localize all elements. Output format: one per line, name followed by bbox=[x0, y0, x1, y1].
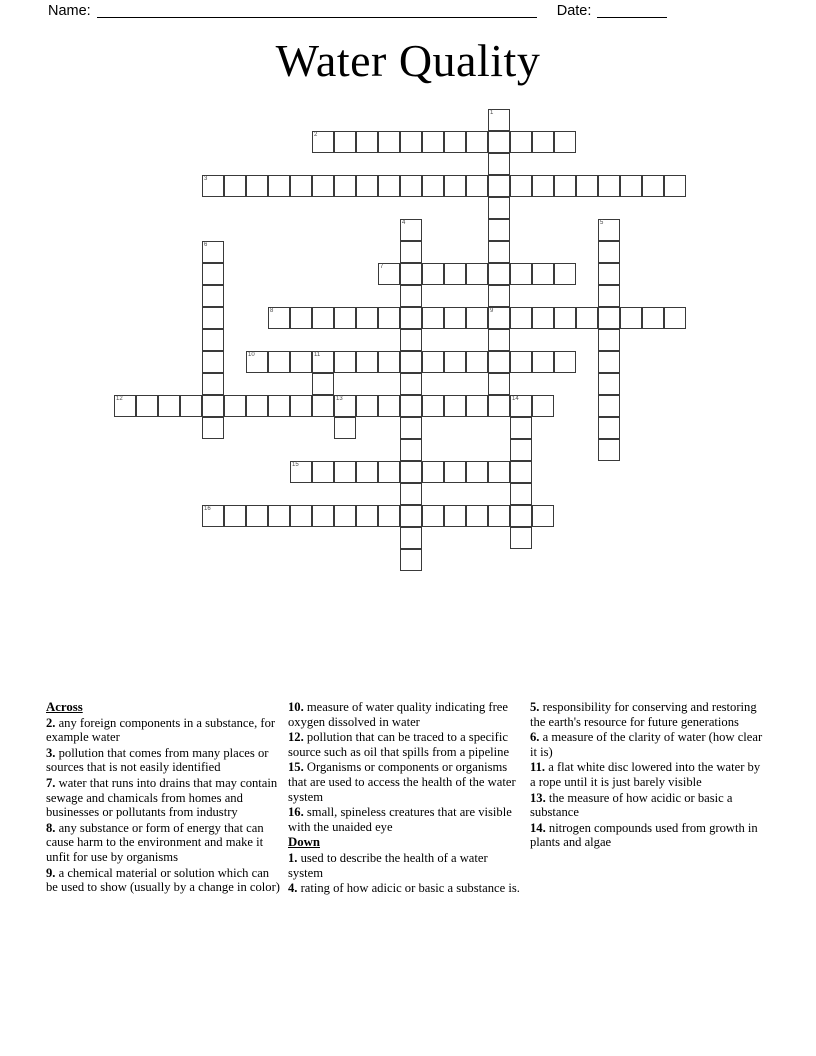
clue-item bbox=[46, 776, 282, 820]
clue-item bbox=[530, 760, 768, 789]
grid-cell[interactable] bbox=[180, 395, 202, 417]
grid-cell-number: 4 bbox=[402, 220, 406, 226]
grid-cell[interactable] bbox=[334, 175, 356, 197]
clue-number: 4. bbox=[288, 881, 301, 896]
grid-cell[interactable] bbox=[422, 505, 444, 527]
grid-cell[interactable] bbox=[224, 395, 246, 417]
clue-text: Organisms or components or organisms that are used to access the health of the water system bbox=[288, 760, 516, 804]
grid-cell[interactable] bbox=[202, 505, 224, 527]
clue-item bbox=[288, 700, 520, 729]
grid-cell[interactable] bbox=[422, 263, 444, 285]
clue-item bbox=[288, 760, 520, 804]
grid-cell-number: 8 bbox=[270, 308, 274, 314]
grid-cell[interactable] bbox=[466, 505, 488, 527]
grid-cell[interactable] bbox=[246, 351, 268, 373]
name-label: Name: bbox=[48, 3, 91, 19]
clue-text: the measure of how acidic or basic a substance bbox=[530, 790, 733, 820]
clue-number: 8. bbox=[46, 820, 59, 835]
grid-cell[interactable] bbox=[466, 131, 488, 153]
grid-cell[interactable] bbox=[356, 505, 378, 527]
grid-cell[interactable] bbox=[510, 461, 532, 483]
grid-cell[interactable] bbox=[598, 439, 620, 461]
grid-cell-number: 13 bbox=[336, 396, 343, 402]
grid-cell[interactable] bbox=[114, 395, 136, 417]
grid-cell[interactable] bbox=[598, 395, 620, 417]
grid-cell[interactable] bbox=[312, 395, 334, 417]
grid-cell[interactable] bbox=[532, 351, 554, 373]
grid-cell-number: 15 bbox=[292, 462, 299, 468]
clue-text: responsibility for conserving and restoring the earth's resource for future generations bbox=[530, 700, 757, 729]
clue-text: a measure of the clarity of water (how clear it is) bbox=[530, 730, 763, 759]
grid-cell[interactable] bbox=[444, 395, 466, 417]
grid-cell[interactable] bbox=[246, 395, 268, 417]
clue-text: pollution that comes from many places or sources that is not easily identified bbox=[46, 745, 269, 775]
grid-cell[interactable] bbox=[488, 109, 510, 131]
clue-text: a chemical material or solution which can be used to show (usually by a change in color) bbox=[46, 865, 280, 895]
grid-cell[interactable] bbox=[620, 307, 642, 329]
grid-cell[interactable] bbox=[510, 307, 532, 329]
grid-cell[interactable] bbox=[202, 241, 224, 263]
grid-cell[interactable] bbox=[510, 351, 532, 373]
grid-cell[interactable] bbox=[400, 461, 422, 483]
clue-text: rating of how adicic or basic a substance is. bbox=[300, 881, 520, 896]
clue-item bbox=[288, 851, 520, 880]
grid-cell[interactable] bbox=[400, 351, 422, 373]
grid-cell[interactable] bbox=[334, 505, 356, 527]
across-clue-list-part1 bbox=[46, 716, 282, 895]
grid-cell-number: 1 bbox=[490, 110, 494, 116]
grid-cell[interactable] bbox=[576, 175, 598, 197]
grid-cell[interactable] bbox=[378, 131, 400, 153]
grid-cell[interactable] bbox=[268, 307, 290, 329]
grid-cell-number: 2 bbox=[314, 132, 318, 138]
grid-cell[interactable] bbox=[356, 461, 378, 483]
grid-cell[interactable] bbox=[422, 307, 444, 329]
grid-cell[interactable] bbox=[510, 175, 532, 197]
grid-cell[interactable] bbox=[488, 461, 510, 483]
grid-cell[interactable] bbox=[356, 307, 378, 329]
grid-cell[interactable] bbox=[268, 175, 290, 197]
grid-cell[interactable] bbox=[488, 373, 510, 395]
clue-number: 1. bbox=[288, 850, 301, 865]
grid-cell[interactable] bbox=[290, 351, 312, 373]
grid-cell[interactable] bbox=[378, 263, 400, 285]
clue-item bbox=[288, 730, 520, 759]
clues-column-left bbox=[46, 700, 282, 896]
grid-cell[interactable] bbox=[312, 175, 334, 197]
clue-item bbox=[530, 730, 768, 759]
grid-cell[interactable] bbox=[488, 175, 510, 197]
grid-cell[interactable] bbox=[202, 351, 224, 373]
grid-cell[interactable] bbox=[532, 505, 554, 527]
grid-cell[interactable] bbox=[356, 395, 378, 417]
grid-cell[interactable] bbox=[202, 263, 224, 285]
grid-cell[interactable] bbox=[356, 351, 378, 373]
clue-number: 9. bbox=[46, 865, 59, 880]
across-clue-list-part2 bbox=[288, 700, 520, 834]
grid-cell[interactable] bbox=[598, 307, 620, 329]
grid-cell[interactable] bbox=[400, 505, 422, 527]
grid-cell[interactable] bbox=[400, 417, 422, 439]
clue-text: water that runs into drains that may contain sewage and chamicals from homes and businesses or pollutants from industry bbox=[46, 775, 278, 820]
clue-item bbox=[46, 716, 282, 745]
grid-cell[interactable] bbox=[378, 175, 400, 197]
grid-cell[interactable] bbox=[400, 439, 422, 461]
clue-number: 14. bbox=[530, 820, 549, 835]
grid-cell-number: 10 bbox=[248, 352, 255, 358]
grid-cell[interactable] bbox=[400, 373, 422, 395]
grid-cell[interactable] bbox=[290, 175, 312, 197]
grid-cell[interactable] bbox=[642, 175, 664, 197]
grid-cell[interactable] bbox=[444, 263, 466, 285]
clue-text: used to describe the health of a water system bbox=[288, 850, 488, 880]
grid-cell[interactable] bbox=[378, 461, 400, 483]
clue-number: 3. bbox=[46, 745, 59, 760]
grid-cell[interactable] bbox=[356, 131, 378, 153]
grid-cell[interactable] bbox=[334, 417, 356, 439]
grid-cell[interactable] bbox=[268, 351, 290, 373]
grid-cell[interactable] bbox=[224, 505, 246, 527]
grid-cell[interactable] bbox=[334, 131, 356, 153]
grid-cell[interactable] bbox=[268, 395, 290, 417]
grid-cell[interactable] bbox=[510, 395, 532, 417]
grid-cell[interactable] bbox=[400, 329, 422, 351]
clue-item bbox=[288, 805, 520, 834]
clue-number: 16. bbox=[288, 805, 307, 820]
grid-cell[interactable] bbox=[400, 527, 422, 549]
grid-cell[interactable] bbox=[532, 307, 554, 329]
grid-cell[interactable] bbox=[466, 461, 488, 483]
grid-cell[interactable] bbox=[466, 351, 488, 373]
grid-cell[interactable] bbox=[378, 351, 400, 373]
grid-cell[interactable] bbox=[136, 395, 158, 417]
clue-number: 15. bbox=[288, 760, 307, 775]
grid-cell[interactable] bbox=[312, 131, 334, 153]
grid-cell[interactable] bbox=[444, 175, 466, 197]
clue-item bbox=[530, 700, 768, 729]
grid-cell[interactable] bbox=[598, 351, 620, 373]
grid-cell[interactable] bbox=[664, 175, 686, 197]
clue-text: nitrogen compounds used from growth in plants and algae bbox=[530, 820, 758, 850]
grid-cell-number: 9 bbox=[490, 308, 494, 314]
clue-number: 11. bbox=[530, 760, 549, 775]
grid-cell[interactable] bbox=[158, 395, 180, 417]
grid-cell[interactable] bbox=[466, 395, 488, 417]
grid-cell-number: 5 bbox=[600, 220, 604, 226]
grid-cell[interactable] bbox=[510, 131, 532, 153]
grid-cell[interactable] bbox=[598, 219, 620, 241]
grid-cell[interactable] bbox=[620, 175, 642, 197]
clue-item bbox=[530, 821, 768, 850]
grid-cell[interactable] bbox=[334, 395, 356, 417]
grid-cell-number: 11 bbox=[314, 352, 321, 358]
grid-cell[interactable] bbox=[378, 505, 400, 527]
across-heading: Across bbox=[46, 700, 83, 714]
grid-cell[interactable] bbox=[664, 307, 686, 329]
grid-cell-number: 14 bbox=[512, 396, 519, 402]
grid-cell[interactable] bbox=[488, 241, 510, 263]
grid-cell[interactable] bbox=[334, 307, 356, 329]
grid-cell[interactable] bbox=[224, 175, 246, 197]
grid-cell[interactable] bbox=[356, 175, 378, 197]
grid-cell[interactable] bbox=[444, 307, 466, 329]
grid-cell[interactable] bbox=[290, 307, 312, 329]
clue-number: 5. bbox=[530, 700, 543, 714]
clue-number: 10. bbox=[288, 700, 307, 714]
grid-cell[interactable] bbox=[202, 373, 224, 395]
grid-cell[interactable] bbox=[334, 351, 356, 373]
grid-cell[interactable] bbox=[598, 329, 620, 351]
grid-cell-number: 3 bbox=[204, 176, 208, 182]
grid-cell[interactable] bbox=[422, 461, 444, 483]
grid-cell[interactable] bbox=[466, 175, 488, 197]
grid-cell[interactable] bbox=[532, 395, 554, 417]
grid-cell[interactable] bbox=[488, 153, 510, 175]
grid-cell[interactable] bbox=[312, 373, 334, 395]
grid-cell[interactable] bbox=[312, 505, 334, 527]
grid-cell[interactable] bbox=[312, 461, 334, 483]
clue-text: any foreign components in a substance, for example water bbox=[46, 715, 276, 745]
grid-cell[interactable] bbox=[444, 505, 466, 527]
clue-item bbox=[46, 821, 282, 865]
grid-cell[interactable] bbox=[400, 263, 422, 285]
clue-number: 7. bbox=[46, 775, 59, 790]
grid-cell[interactable] bbox=[400, 219, 422, 241]
down-heading: Down bbox=[288, 835, 320, 850]
clue-number: 13. bbox=[530, 790, 549, 805]
grid-cell[interactable] bbox=[488, 285, 510, 307]
grid-cell[interactable] bbox=[598, 241, 620, 263]
grid-cell[interactable] bbox=[488, 219, 510, 241]
clues-column-right bbox=[530, 700, 768, 851]
grid-cell[interactable] bbox=[510, 263, 532, 285]
grid-cell[interactable] bbox=[554, 175, 576, 197]
grid-cell[interactable] bbox=[312, 307, 334, 329]
grid-cell[interactable] bbox=[378, 307, 400, 329]
grid-cell[interactable] bbox=[246, 505, 268, 527]
grid-cell[interactable] bbox=[422, 351, 444, 373]
grid-cell[interactable] bbox=[202, 285, 224, 307]
grid-cell[interactable] bbox=[598, 175, 620, 197]
grid-cell[interactable] bbox=[598, 373, 620, 395]
grid-cell[interactable] bbox=[400, 175, 422, 197]
down-clue-list-part2 bbox=[530, 700, 768, 850]
clue-item bbox=[288, 881, 520, 896]
clue-text: small, spineless creatures that are visible with the unaided eye bbox=[288, 805, 512, 834]
grid-cell[interactable] bbox=[202, 307, 224, 329]
grid-cell[interactable] bbox=[444, 461, 466, 483]
down-clue-list-part1 bbox=[288, 851, 520, 896]
grid-cell[interactable] bbox=[488, 329, 510, 351]
clue-text: pollution that can be traced to a specific source such as oil that spills from a pipeline bbox=[288, 730, 510, 759]
grid-cell[interactable] bbox=[576, 307, 598, 329]
clues-column-middle bbox=[288, 700, 520, 897]
grid-cell[interactable] bbox=[290, 395, 312, 417]
grid-cell[interactable] bbox=[510, 505, 532, 527]
grid-cell[interactable] bbox=[598, 285, 620, 307]
grid-cell[interactable] bbox=[400, 395, 422, 417]
grid-cell[interactable] bbox=[400, 131, 422, 153]
grid-cell[interactable] bbox=[400, 549, 422, 571]
grid-cell[interactable] bbox=[422, 175, 444, 197]
clue-text: a flat white disc lowered into the water by a rope until it is just barely visible bbox=[530, 760, 761, 789]
grid-cell[interactable] bbox=[400, 307, 422, 329]
date-label: Date: bbox=[556, 3, 592, 19]
grid-cell[interactable] bbox=[290, 505, 312, 527]
grid-cell[interactable] bbox=[488, 131, 510, 153]
grid-cell[interactable] bbox=[510, 439, 532, 461]
grid-cell[interactable] bbox=[554, 351, 576, 373]
grid-cell[interactable] bbox=[312, 351, 334, 373]
grid-cell[interactable] bbox=[488, 395, 510, 417]
clue-text: measure of water quality indicating free oxygen dissolved in water bbox=[288, 700, 508, 729]
clue-text: any substance or form of energy that can cause harm to the environment and make it unfit for use by organisms bbox=[46, 820, 264, 864]
grid-cell[interactable] bbox=[202, 175, 224, 197]
grid-cell[interactable] bbox=[466, 307, 488, 329]
grid-cell[interactable] bbox=[488, 197, 510, 219]
grid-cell[interactable] bbox=[488, 351, 510, 373]
grid-cell[interactable] bbox=[510, 483, 532, 505]
clue-number: 12. bbox=[288, 730, 307, 745]
grid-cell[interactable] bbox=[510, 417, 532, 439]
grid-cell[interactable] bbox=[532, 175, 554, 197]
page-title: Water Quality bbox=[275, 35, 541, 86]
grid-cell[interactable] bbox=[598, 417, 620, 439]
clue-number: 2. bbox=[46, 715, 59, 730]
grid-cell[interactable] bbox=[598, 263, 620, 285]
grid-cell[interactable] bbox=[400, 285, 422, 307]
grid-cell[interactable] bbox=[488, 263, 510, 285]
grid-cell[interactable] bbox=[202, 417, 224, 439]
grid-cell[interactable] bbox=[400, 241, 422, 263]
grid-cell[interactable] bbox=[246, 175, 268, 197]
grid-cell-number: 6 bbox=[204, 242, 208, 248]
clue-number: 6. bbox=[530, 730, 543, 745]
grid-cell[interactable] bbox=[268, 505, 290, 527]
grid-cell-number: 7 bbox=[380, 264, 384, 270]
grid-cell[interactable] bbox=[466, 263, 488, 285]
grid-cell-number: 12 bbox=[116, 396, 123, 402]
grid-cell[interactable] bbox=[444, 351, 466, 373]
grid-cell[interactable] bbox=[422, 395, 444, 417]
grid-cell[interactable] bbox=[554, 131, 576, 153]
grid-cell[interactable] bbox=[642, 307, 664, 329]
grid-cell[interactable] bbox=[532, 131, 554, 153]
grid-cell[interactable] bbox=[554, 307, 576, 329]
clue-item bbox=[46, 866, 282, 895]
clue-item bbox=[46, 746, 282, 775]
grid-cell[interactable] bbox=[378, 395, 400, 417]
grid-cell[interactable] bbox=[444, 131, 466, 153]
grid-cell[interactable] bbox=[510, 527, 532, 549]
grid-cell[interactable] bbox=[422, 131, 444, 153]
grid-cell[interactable] bbox=[554, 263, 576, 285]
grid-cell-number: 16 bbox=[204, 506, 211, 512]
grid-cell[interactable] bbox=[400, 483, 422, 505]
grid-cell[interactable] bbox=[488, 505, 510, 527]
grid-cell[interactable] bbox=[532, 263, 554, 285]
grid-cell[interactable] bbox=[488, 307, 510, 329]
grid-cell[interactable] bbox=[290, 461, 312, 483]
grid-cell[interactable] bbox=[202, 395, 224, 417]
grid-cell[interactable] bbox=[202, 329, 224, 351]
grid-cell[interactable] bbox=[334, 461, 356, 483]
clue-item bbox=[530, 791, 768, 820]
